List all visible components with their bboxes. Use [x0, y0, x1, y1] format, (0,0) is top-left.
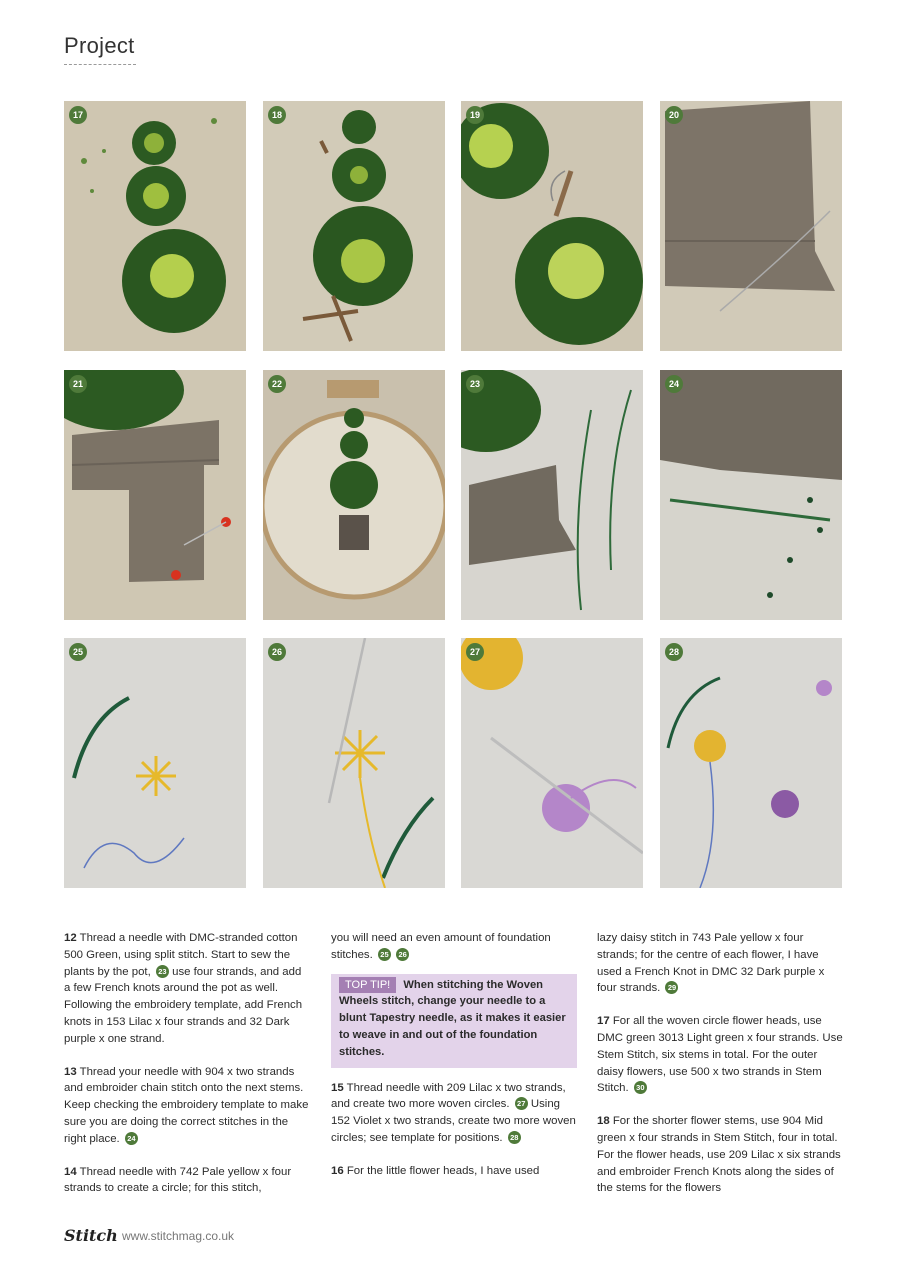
paragraph-text: Thread needle with 209 Lilac x two strands, and create two more woven circles. [331, 1081, 566, 1111]
paragraph-text: For the little flower heads, I have used [346, 1164, 540, 1177]
paragraph-text: Thread needle with 742 Pale yellow x four strands to create a circle; for this stitch, [64, 1165, 292, 1195]
step-number: 18 [597, 1115, 610, 1128]
photo-ref-badge: 27 [515, 1097, 528, 1110]
step-number: 13 [64, 1065, 77, 1078]
text-column-1 [64, 930, 310, 1213]
step-badge: 23 [466, 375, 484, 393]
section-title-underline [64, 64, 136, 65]
step-photo-25 [64, 638, 246, 888]
step-number: 12 [64, 932, 77, 944]
paragraph-step-17 [597, 1013, 843, 1097]
step-photo-27 [461, 638, 643, 888]
paragraph-step-15 [331, 1080, 577, 1147]
step-badge: 28 [665, 643, 683, 661]
paragraph-text: use four strands, and add a few French knots around the pot as well. Following the embroidery template, add French knots in 153 Lilac x four strands and 32 Dark purple x one strand. [64, 965, 303, 1045]
photo-ref-badge: 30 [634, 1081, 647, 1094]
step-badge: 25 [69, 643, 87, 661]
step-badge: 22 [268, 375, 286, 393]
paragraph-text: For the shorter flower stems, use 904 Mid green x four strands in Stem Stitch, four in total. For the flower heads, use 209 Lilac x six strands and embroider French Knots along the sides of the stems for the flowers [597, 1115, 841, 1195]
step-photo-28 [660, 638, 842, 888]
step-number: 16 [331, 1164, 344, 1177]
paragraph-text: Thread a needle with DMC-stranded cotton 500 Green, using split stitch. Start to sew the plants by the pot, [64, 932, 298, 978]
top-tip-label: TOP TIP! [339, 977, 396, 993]
paragraph-text: lazy daisy stitch in 743 Pale yellow x four strands; for the centre of each flower, I have used a French Knot in DMC 32 Dark purple x four strands. [597, 932, 825, 995]
photo-ref-badge: 29 [665, 981, 678, 994]
step-photo-24 [660, 370, 842, 620]
paragraph-step-18 [597, 1113, 843, 1197]
photo-ref-badge: 23 [156, 965, 169, 978]
text-column-3 [597, 930, 843, 1213]
top-tip-text: When stitching the Woven Wheels stitch, change your needle to a blunt Tapestry needle, as it makes it easier to weave in and out of the foundation stitches. [339, 978, 566, 1058]
step-photo-21 [64, 370, 246, 620]
step-badge: 19 [466, 106, 484, 124]
paragraph-text: For all the woven circle flower heads, use DMC green 3013 Light green x four strands. Use Stem Stitch, six stems in total. For the outer daisy flowers, use 500 x two strands in Stem Stitch. [597, 1015, 843, 1095]
paragraph-step-14 [64, 1164, 310, 1198]
step-photo-20 [660, 101, 842, 351]
step-badge: 26 [268, 643, 286, 661]
step-photo-26 [263, 638, 445, 888]
step-photo-23 [461, 370, 643, 620]
step-badge: 20 [665, 106, 683, 124]
step-photo-18 [263, 101, 445, 351]
step-badge: 17 [69, 106, 87, 124]
step-badge: 24 [665, 375, 683, 393]
photo-ref-badge: 26 [396, 948, 409, 961]
paragraph-step-16 [331, 1163, 577, 1180]
step-badge: 18 [268, 106, 286, 124]
paragraph-step-12 [64, 930, 310, 1048]
step-photo-19 [461, 101, 643, 351]
step-badge: 21 [69, 375, 87, 393]
top-tip-box [331, 974, 577, 1068]
photo-ref-badge: 24 [125, 1132, 138, 1145]
step-photo-22 [263, 370, 445, 620]
step-number: 17 [597, 1015, 610, 1028]
photo-ref-badge: 25 [378, 948, 391, 961]
photo-ref-badge: 28 [508, 1131, 521, 1144]
text-column-2 [331, 930, 577, 1196]
section-title: Project [64, 33, 135, 58]
magazine-logo: Stitch [64, 1226, 118, 1245]
step-badge: 27 [466, 643, 484, 661]
step-number: 14 [64, 1165, 77, 1178]
paragraph-step-13 [64, 1064, 310, 1148]
step-number: 15 [331, 1081, 344, 1094]
paragraph-step-14-cont [331, 930, 577, 964]
paragraph-text: you will need an even amount of foundation stitches. [331, 932, 551, 961]
footer-url: www.stitchmag.co.uk [122, 1229, 235, 1243]
step-photo-17 [64, 101, 246, 351]
paragraph-step-16-cont [597, 930, 843, 997]
paragraph-text: Thread your needle with 904 x two strands and embroider chain stitch onto the next stems. Keep checking the embroidery template to make sure you are doing the correct stitches in the right place. [64, 1065, 309, 1145]
paragraph-text: Using 152 Violet x two strands, create two more woven circles; see template for positions. [331, 1098, 576, 1144]
